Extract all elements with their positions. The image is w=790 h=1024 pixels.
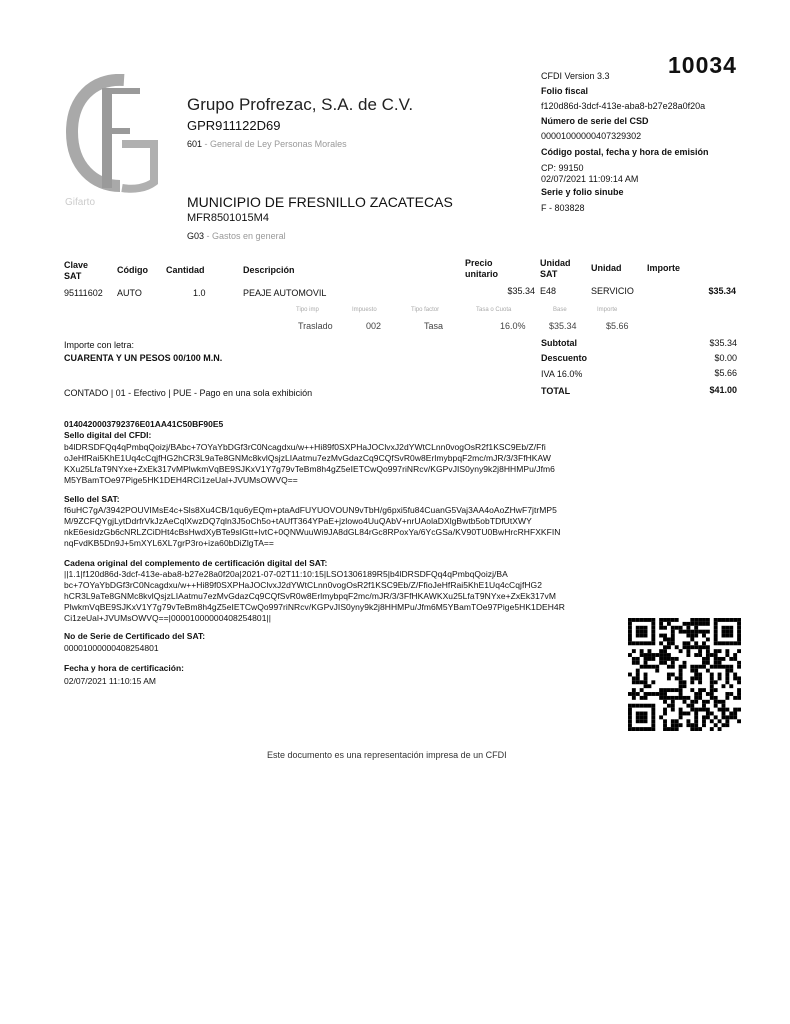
tax-impuesto: 002 [366,321,382,331]
tax-th-importe: Importe [597,307,618,313]
cadena-label: Cadena original del complemento de certificación digital del SAT: [64,558,328,568]
iva-value: $5.66 [714,368,737,378]
csd-label: Número de serie del CSD [541,116,649,126]
payment-info: CONTADO | 01 - Efectivo | PUE - Pago en una sola exhibición [64,388,313,398]
cert-serie-label: No de Serie de Certificado del SAT: [64,631,206,641]
row-cantidad: 1.0 [193,288,206,298]
cadena-text [64,569,565,624]
emisor-name: Grupo Profrezac, S.A. de C.V. [187,95,414,114]
row-codigo: AUTO [117,288,142,298]
tax-factor: Tasa [424,321,444,331]
cfdi-version: CFDI Version 3.3 [541,71,610,81]
tax-tipo: Traslado [298,321,333,331]
tax-importe: $5.66 [606,321,629,331]
row-unidad: SERVICIO [591,286,634,296]
sello-sat-line: nqFvdKB5Dn9J+5mXYL6XL7grP3ro+iza60bDiZlgTA== [64,538,274,548]
th-descripcion: Descripción [243,265,295,275]
th-unidad: Unidad [591,263,622,273]
sello-sat-label: Sello del SAT: [64,494,120,504]
regime-desc: - General de Ley Personas Morales [204,139,347,149]
th-importe: Importe [647,263,681,273]
cadena-line: Ci1zeUal+JVUMsOWVQ==|00001000000408254801|| [64,613,272,623]
company-logo [62,74,172,194]
emisor-regime [187,139,347,149]
sello-sat-line: M/9ZCFQYgjLytDdrfrVkJzAeCqlXwzDQ7qln3J5oCh5o+tAUfT364YPaE+jzlowo4UuQAbV+nrUAolaDXlgBwtb5obTDfUtXWY [64,516,532,526]
tax-base: $35.34 [549,321,577,331]
subtotal-value: $35.34 [709,338,737,348]
tax-tasa: 16.0% [500,321,526,331]
logo-watermark: Gifarto [65,197,96,208]
regime-code: 601 [187,139,203,149]
row-clave-sat: 95111602 [64,288,103,298]
iva-label: IVA 16.0% [541,369,583,379]
tax-th-base: Base [553,307,567,313]
sello-cfdi-text [64,442,555,486]
sello-sat-line: f6uHC7gA/3942POUVIMsE4c+Sls8Xu4CB/1qu6yEQm+ptaAdFUYUOVOUN9vTbH/g6pxi5fu84CuanG5Vaj3AA4oAoZHwF7jtrMP5 [64,505,557,515]
serie: F - 803828 [541,203,585,213]
doc-number: 10034 [668,52,737,78]
sello-cfdi-line: M5YBamTOe97Pige5HK1DEH4RCi1zeUal+JVUMsOWVQ== [64,475,298,485]
total-value: $41.00 [709,385,737,395]
qr-code [628,618,741,731]
cert-fecha-label: Fecha y hora de certificación: [64,663,184,673]
th-clave-sat: Clave SAT [64,260,89,281]
total-label: TOTAL [541,386,571,396]
folio-fiscal-label: Folio fiscal [541,86,589,96]
cp: CP: 99150 [541,163,584,173]
row-importe: $35.34 [708,286,736,296]
th-cantidad: Cantidad [166,265,205,275]
descuento-label: Descuento [541,353,588,363]
footer-text: Este documento es una representación impresa de un CFDI [267,750,507,760]
tax-th-tasa: Tasa o Cuota [476,307,512,313]
cert-fecha: 02/07/2021 11:10:15 AM [64,676,157,686]
serie-label: Serie y folio sinube [541,187,624,197]
cadena-line: hCR3L9aTe8GNMc8kvlQsjzLIAatmu7ezMvGdazCq9CQfSvR0w8ErlmybpqF2mc/mJR/3/3FfHKAWKXu25LfaT9NYxe+ZxEk317vM [64,591,556,601]
sello-sat-line: nkE6esidzGb6cNRLZCiDHt4cBsHwdXyBTe9sIGtt+lvtC+0QNWuuWi9JA8dGL84rGc8RPoxYa/6YcGSa/KV90TU0BwHrcRHFXKFIN [64,527,561,537]
importe-letra: CUARENTA Y UN PESOS 00/100 M.N. [64,353,223,363]
csd: 00001000000407329302 [541,131,642,141]
row-descripcion: PEAJE AUTOMOVIL [243,288,327,298]
cadena-line: ||1.1|f120d86d-3dcf-413e-aba8-b27e28a0f20a|2021-07-02T11:10:15|LSO1306189R5|b4lDRSDFQq4qPmbqQoizj/BA [64,569,508,579]
sello-cfdi-line: oJeHfRai5KhE1Uq4cCqjfHG2hCR3L9aTe8GNMc8kvlQsjzLIAatmu7ezMvGdazCq9CQfSvR0w8ErlmybpqF2mc/mJR/3/3FfHKAW [64,453,551,463]
cert-serie: 00001000000408254801 [64,643,159,653]
sello-cfdi-label: Sello digital del CFDI: [64,430,152,440]
cadena-line: PlwkmVqBE9SJKxV1Y7g79vTeBm8h4gZ5eIETCwQo997riNRcv/KGPvJIS0yny9k2j8HHMPu/Jfm6M5YBamTOe97Pige5HK1DEH4R [64,602,565,612]
emisor-rfc: GPR911122D69 [187,118,281,133]
th-unidad-sat: Unidad SAT [540,258,571,279]
issue-datetime: 02/07/2021 11:09:14 AM [541,174,639,184]
th-codigo: Código [117,265,148,275]
cadena-line: bc+7OYaYbDGf3rC0Ncagdxu/w++Hi89f0SXPHaJOClvxJ2dYWtCLnn0vogOsR2f1KSC9Eb/Z/FfioJeHfRai5KhE1Uq4cCqjfHG2 [64,580,542,590]
sello-sat-text [64,505,560,549]
receptor-name: MUNICIPIO DE FRESNILLO ZACATECAS [187,194,453,210]
letra-label: Importe con letra: [64,340,135,350]
sello-cfdi-line: b4lDRSDFQq4qPmbqQoizj/BAbc+7OYaYbDGf3rC0Ncagdxu/w++Hi89f0SXPHaJOClvxJ2dYWtCLnn0vogOsR2f1KSC9Eb/Z/Ffi [64,442,546,452]
uso-code: G03 [187,231,205,241]
th-precio: Precio unitario [465,258,498,279]
sello-cfdi-line: KXu25LfaT9NYxe+ZxEk317vMPlwkmVqBE9SJKxV1Y7g79vTeBm8h4gZ5eIETCwQo997riNRcv/KGPvJIS0yny9k2j8HHMPu/Jfm6 [64,464,555,474]
uso-desc: - Gastos en general [206,231,286,241]
receptor-uso [187,231,286,241]
tax-th-tipo: Tipo imp [296,307,319,313]
tax-th-impuesto: Impuesto [352,307,377,313]
row-unidad-sat: E48 [540,286,557,296]
folio-fiscal: f120d86d-3dcf-413e-aba8-b27e28a0f20a [541,101,706,111]
sello-cfdi-id: 0140420003792376E01AA41C50BF90E5 [64,419,224,429]
receptor-rfc: MFR8501015M4 [187,212,269,224]
tax-th-factor: Tipo factor [411,307,440,313]
cp-label: Código postal, fecha y hora de emisión [541,147,709,157]
subtotal-label: Subtotal [541,338,577,348]
row-precio: $35.34 [507,286,535,296]
descuento-value: $0.00 [714,353,737,363]
